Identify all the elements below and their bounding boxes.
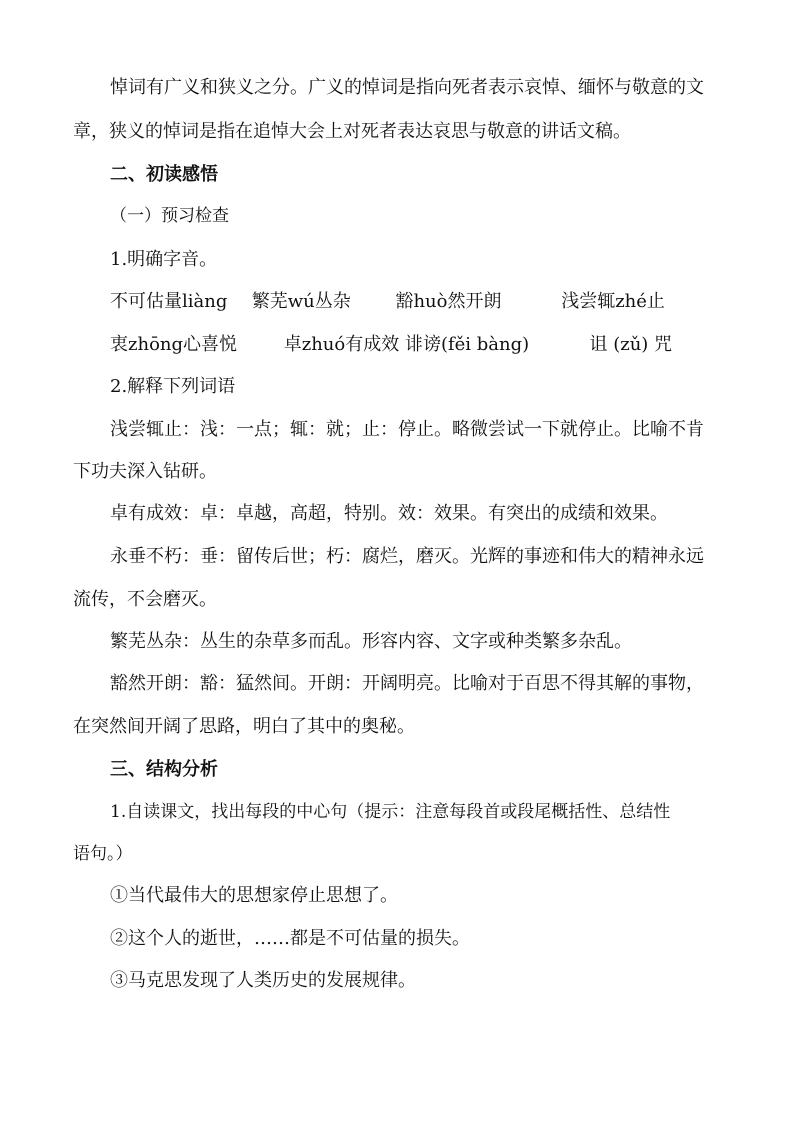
task-1-line-2: 语句。） (73, 844, 133, 864)
answer-item: ①当代最伟大的思想家停止思想了。 (110, 885, 398, 906)
intro-line-1: 悼词有广义和狭义之分。广义的悼词是指向死者表示哀悼、缅怀与敬意的文 (110, 77, 704, 98)
answer-item: ②这个人的逝世，……都是不可估量的损失。 (110, 928, 470, 949)
pronunciation-row-2 (110, 333, 672, 357)
pron-item: 诅 (zǔ) 咒 (589, 334, 673, 355)
definition-1-line-2: 下功夫深入钻研。 (73, 461, 217, 482)
item-1-title: 1.明确字音。 (110, 249, 218, 270)
definition-2: 卓有成效：卓：卓越，高超，特别。效：效果。有突出的成绩和效果。 (110, 503, 668, 524)
definition-3-line-2: 流传，不会磨灭。 (73, 589, 217, 610)
definition-1-line-1: 浅尝辄止：浅：一点；辄：就；止：停止。略微尝试一下就停止。比喻不肯 (110, 419, 704, 440)
pron-item: 衷zhōng心喜悦 (110, 334, 238, 355)
pron-item: 卓zhuó有成效 诽谤(fěi bàng) (283, 334, 530, 355)
answer-item: ③马克思发现了人类历史的发展规律。 (110, 970, 416, 991)
task-1-line-1: 1.自读课文，找出每段的中心句（提示：注意每段首或段尾概括性、总结性 (110, 802, 671, 822)
section-heading-3: 三、结构分析 (110, 759, 218, 780)
pron-item: 豁huò然开朗 (395, 291, 502, 312)
item-2-title: 2.解释下列词语 (110, 376, 236, 397)
definition-4: 繁芜丛杂：丛生的杂草多而乱。形容内容、文字或种类繁多杂乱。 (110, 631, 632, 652)
section-heading-2: 二、初读感悟 (110, 164, 218, 185)
definition-3-line-1: 永垂不朽：垂：留传后世；朽：腐烂，磨灭。光辉的事迹和伟大的精神永远 (110, 546, 704, 567)
definition-5-line-1: 豁然开朗：豁：猛然间。开朗：开阔明亮。比喻对于百思不得其解的事物， (110, 673, 704, 694)
pron-item: 繁芜wú丛杂 (251, 291, 351, 312)
pron-item: 不可估量liàng (110, 291, 228, 312)
pron-item: 浅尝辄zhé止 (561, 291, 665, 312)
intro-line-2: 章，狭义的悼词是指在追悼大会上对死者表达哀思与敬意的讲话文稿。 (73, 121, 631, 142)
definition-5-line-2: 在突然间开阔了思路，明白了其中的奥秘。 (73, 716, 415, 737)
subheading-preview-check: （一）预习检查 (110, 206, 229, 226)
pronunciation-row-1 (110, 290, 665, 314)
